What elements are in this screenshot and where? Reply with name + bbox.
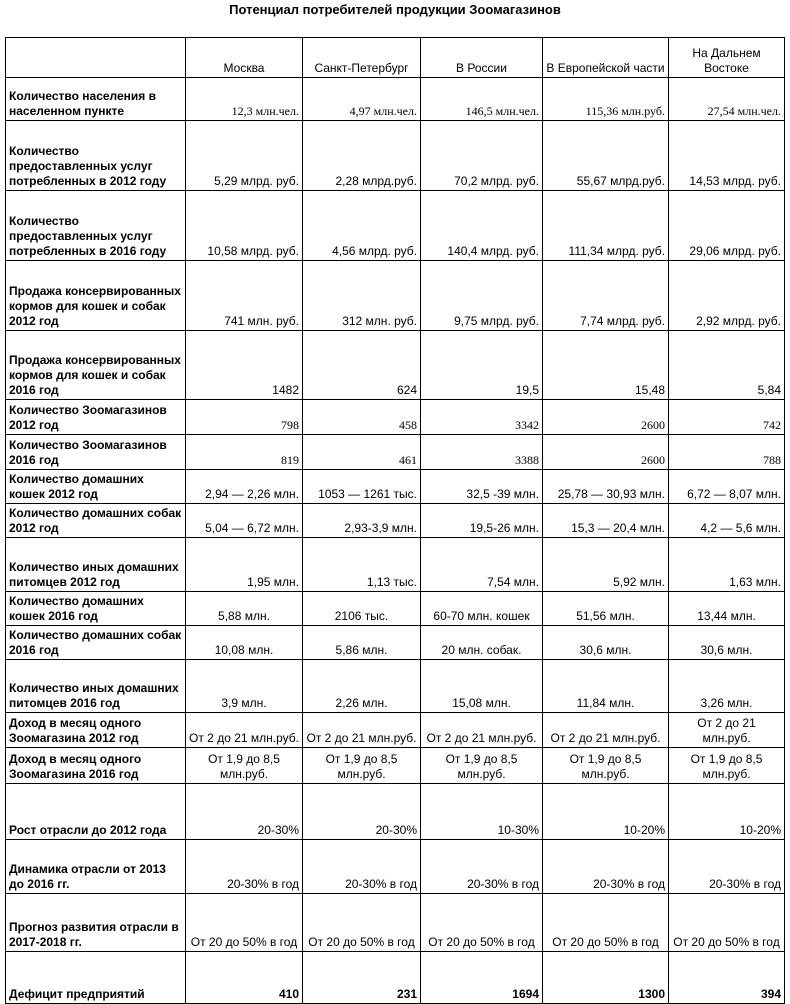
table-cell: 1,95 млн. <box>186 538 303 592</box>
table-cell: 20-30% в год <box>543 840 669 894</box>
table-cell: 27,54 млн.чел. <box>669 78 785 121</box>
column-header: На Дальнем Востоке <box>669 38 785 78</box>
table-row <box>6 435 785 470</box>
table-cell: 51,56 млн. <box>543 592 669 626</box>
page-title: Потенциал потребителей продукции Зоомагазинов <box>229 2 561 17</box>
table-cell: 5,04 — 6,72 млн. <box>186 504 303 538</box>
row-label: Количество иных домашних питомцев 2016 год <box>6 660 186 713</box>
table-cell: 10-20% <box>669 784 785 840</box>
table-cell: От 1,9 до 8,5 млн.руб. <box>186 748 303 784</box>
row-label: Количество иных домашних питомцев 2012 год <box>6 538 186 592</box>
table-cell: 7,74 млрд. руб. <box>543 261 669 331</box>
table-cell: 10,58 млрд. руб. <box>186 191 303 261</box>
row-label: Прогноз развития отрасли в 2017-2018 гг. <box>6 894 186 952</box>
header-corner <box>6 38 186 78</box>
table-cell: 1300 <box>543 952 669 1004</box>
table-cell: 32,5 -39 млн. <box>421 470 543 504</box>
table-cell: 70,2 млрд. руб. <box>421 121 543 191</box>
table-cell: 2,92 млрд. руб. <box>669 261 785 331</box>
table-cell: 312 млн. руб. <box>303 261 421 331</box>
table-cell: 25,78 — 30,93 млн. <box>543 470 669 504</box>
table-cell: От 1,9 до 8,5 млн.руб. <box>421 748 543 784</box>
table-cell: От 1,9 до 8,5 млн.руб. <box>543 748 669 784</box>
header-row <box>6 38 785 78</box>
row-label: Доход в месяц одного Зоомагазина 2016 год <box>6 748 186 784</box>
table-cell: 2600 <box>543 435 669 470</box>
table-cell: 819 <box>186 435 303 470</box>
table-cell: 394 <box>669 952 785 1004</box>
table-cell: 798 <box>186 400 303 435</box>
table-cell: 742 <box>669 400 785 435</box>
table-cell: 5,88 млн. <box>186 592 303 626</box>
table-cell: 1694 <box>421 952 543 1004</box>
row-label: Количество домашних кошек 2012 год <box>6 470 186 504</box>
table-row <box>6 748 785 784</box>
table-cell: 3,26 млн. <box>669 660 785 713</box>
table-row <box>6 626 785 660</box>
row-label: Количество домашних собак 2012 год <box>6 504 186 538</box>
column-header: Санкт-Петербург <box>303 38 421 78</box>
table-row <box>6 261 785 331</box>
table-cell: 6,72 — 8,07 млн. <box>669 470 785 504</box>
table-row <box>6 331 785 400</box>
table-cell: 4,2 — 5,6 млн. <box>669 504 785 538</box>
table-cell: От 1,9 до 8,5 млн.руб. <box>303 748 421 784</box>
row-label: Продажа консервированных кормов для кошек и собак 2016 год <box>6 331 186 400</box>
column-header: В России <box>421 38 543 78</box>
table-row <box>6 713 785 748</box>
table-cell: 5,86 млн. <box>303 626 421 660</box>
table-cell: 2,28 млрд.руб. <box>303 121 421 191</box>
table-cell: От 20 до 50% в год <box>543 894 669 952</box>
table-cell: 11,84 млн. <box>543 660 669 713</box>
table-row <box>6 784 785 840</box>
table-cell: 2106 тыс. <box>303 592 421 626</box>
table-row <box>6 660 785 713</box>
table-cell: 788 <box>669 435 785 470</box>
table-row <box>6 592 785 626</box>
table-cell: 20-30% в год <box>421 840 543 894</box>
table-cell: 20-30% в год <box>669 840 785 894</box>
table-cell: 2,94 — 2,26 млн. <box>186 470 303 504</box>
table-row <box>6 894 785 952</box>
row-label: Количество предоставленных услуг потребленных в 2016 году <box>6 191 186 261</box>
table-cell: 20-30% <box>303 784 421 840</box>
table-row <box>6 78 785 121</box>
table-cell: 4,97 млн.чел. <box>303 78 421 121</box>
table-cell: 2,26 млн. <box>303 660 421 713</box>
row-label: Рост отрасли до 2012 года <box>6 784 186 840</box>
row-label: Количество предоставленных услуг потребленных в 2012 году <box>6 121 186 191</box>
table-cell: 2,93-3,9 млн. <box>303 504 421 538</box>
table-cell: 55,67 млрд.руб. <box>543 121 669 191</box>
table-cell: 1,13 тыс. <box>303 538 421 592</box>
row-label: Динамика отрасли от 2013 до 2016 гг. <box>6 840 186 894</box>
table-cell: 624 <box>303 331 421 400</box>
table-cell: 458 <box>303 400 421 435</box>
row-label: Количество Зоомагазинов 2012 год <box>6 400 186 435</box>
table-row <box>6 538 785 592</box>
row-label: Продажа консервированных кормов для кошек и собак 2012 год <box>6 261 186 331</box>
column-header: Москва <box>186 38 303 78</box>
table-cell: 30,6 млн. <box>543 626 669 660</box>
table-cell: 5,29 млрд. руб. <box>186 121 303 191</box>
table-row <box>6 121 785 191</box>
table-cell: 20-30% в год <box>186 840 303 894</box>
table-cell: 15,48 <box>543 331 669 400</box>
table-cell: 111,34 млрд. руб. <box>543 191 669 261</box>
table-cell: От 20 до 50% в год <box>303 894 421 952</box>
table-cell: От 2 до 21 млн.руб. <box>543 713 669 748</box>
table-cell: От 2 до 21 млн.руб. <box>421 713 543 748</box>
table-cell: 20-30% <box>186 784 303 840</box>
table-cell: 146,5 млн.чел. <box>421 78 543 121</box>
table-cell: 60-70 млн. кошек <box>421 592 543 626</box>
table-cell: 1482 <box>186 331 303 400</box>
table-cell: 741 млн. руб. <box>186 261 303 331</box>
table-cell: От 20 до 50% в год <box>421 894 543 952</box>
table-cell: От 20 до 50% в год <box>186 894 303 952</box>
table-cell: От 20 до 50% в год <box>669 894 785 952</box>
row-label: Дефицит предприятий <box>6 952 186 1004</box>
table-row <box>6 191 785 261</box>
table-cell: 1053 — 1261 тыс. <box>303 470 421 504</box>
table-cell: 13,44 млн. <box>669 592 785 626</box>
table-cell: 3342 <box>421 400 543 435</box>
table-cell: 12,3 млн.чел. <box>186 78 303 121</box>
row-label: Количество домашних собак 2016 год <box>6 626 186 660</box>
table-cell: 15,3 — 20,4 млн. <box>543 504 669 538</box>
table-cell: 1,63 млн. <box>669 538 785 592</box>
table-cell: 29,06 млрд. руб. <box>669 191 785 261</box>
table-cell: 10-30% <box>421 784 543 840</box>
table-cell: От 1,9 до 8,5 млн.руб. <box>669 748 785 784</box>
table-cell: 7,54 млн. <box>421 538 543 592</box>
table-cell: 410 <box>186 952 303 1004</box>
table-row <box>6 504 785 538</box>
table-cell: 140,4 млрд. руб. <box>421 191 543 261</box>
table-cell: 19,5-26 млн. <box>421 504 543 538</box>
table-cell: 10,08 млн. <box>186 626 303 660</box>
table-cell: От 2 до 21 млн.руб. <box>186 713 303 748</box>
table-cell: 115,36 млн.руб. <box>543 78 669 121</box>
table-row <box>6 470 785 504</box>
table-cell: 10-20% <box>543 784 669 840</box>
table-cell: 5,92 млн. <box>543 538 669 592</box>
table-cell: 461 <box>303 435 421 470</box>
table-cell: 19,5 <box>421 331 543 400</box>
table-cell: 4,56 млрд. руб. <box>303 191 421 261</box>
table-cell: 20-30% в год <box>303 840 421 894</box>
table-cell: От 2 до 21 млн.руб. <box>669 713 785 748</box>
table-row <box>6 400 785 435</box>
table-cell: 3,9 млн. <box>186 660 303 713</box>
table-cell: 9,75 млрд. руб. <box>421 261 543 331</box>
row-label: Количество домашних кошек 2016 год <box>6 592 186 626</box>
table-cell: 2600 <box>543 400 669 435</box>
table-cell: 3388 <box>421 435 543 470</box>
table-cell: 20 млн. собак. <box>421 626 543 660</box>
table-cell: 5,84 <box>669 331 785 400</box>
table-cell: 231 <box>303 952 421 1004</box>
table-row <box>6 840 785 894</box>
potential-table <box>5 37 785 1004</box>
row-label: Доход в месяц одного Зоомагазина 2012 год <box>6 713 186 748</box>
column-header: В Европейской части <box>543 38 669 78</box>
row-label: Количество населения в населенном пункте <box>6 78 186 121</box>
table-cell: 14,53 млрд. руб. <box>669 121 785 191</box>
table-cell: 30,6 млн. <box>669 626 785 660</box>
row-label: Количество Зоомагазинов 2016 год <box>6 435 186 470</box>
table-cell: 15,08 млн. <box>421 660 543 713</box>
table-cell: От 2 до 21 млн.руб. <box>303 713 421 748</box>
